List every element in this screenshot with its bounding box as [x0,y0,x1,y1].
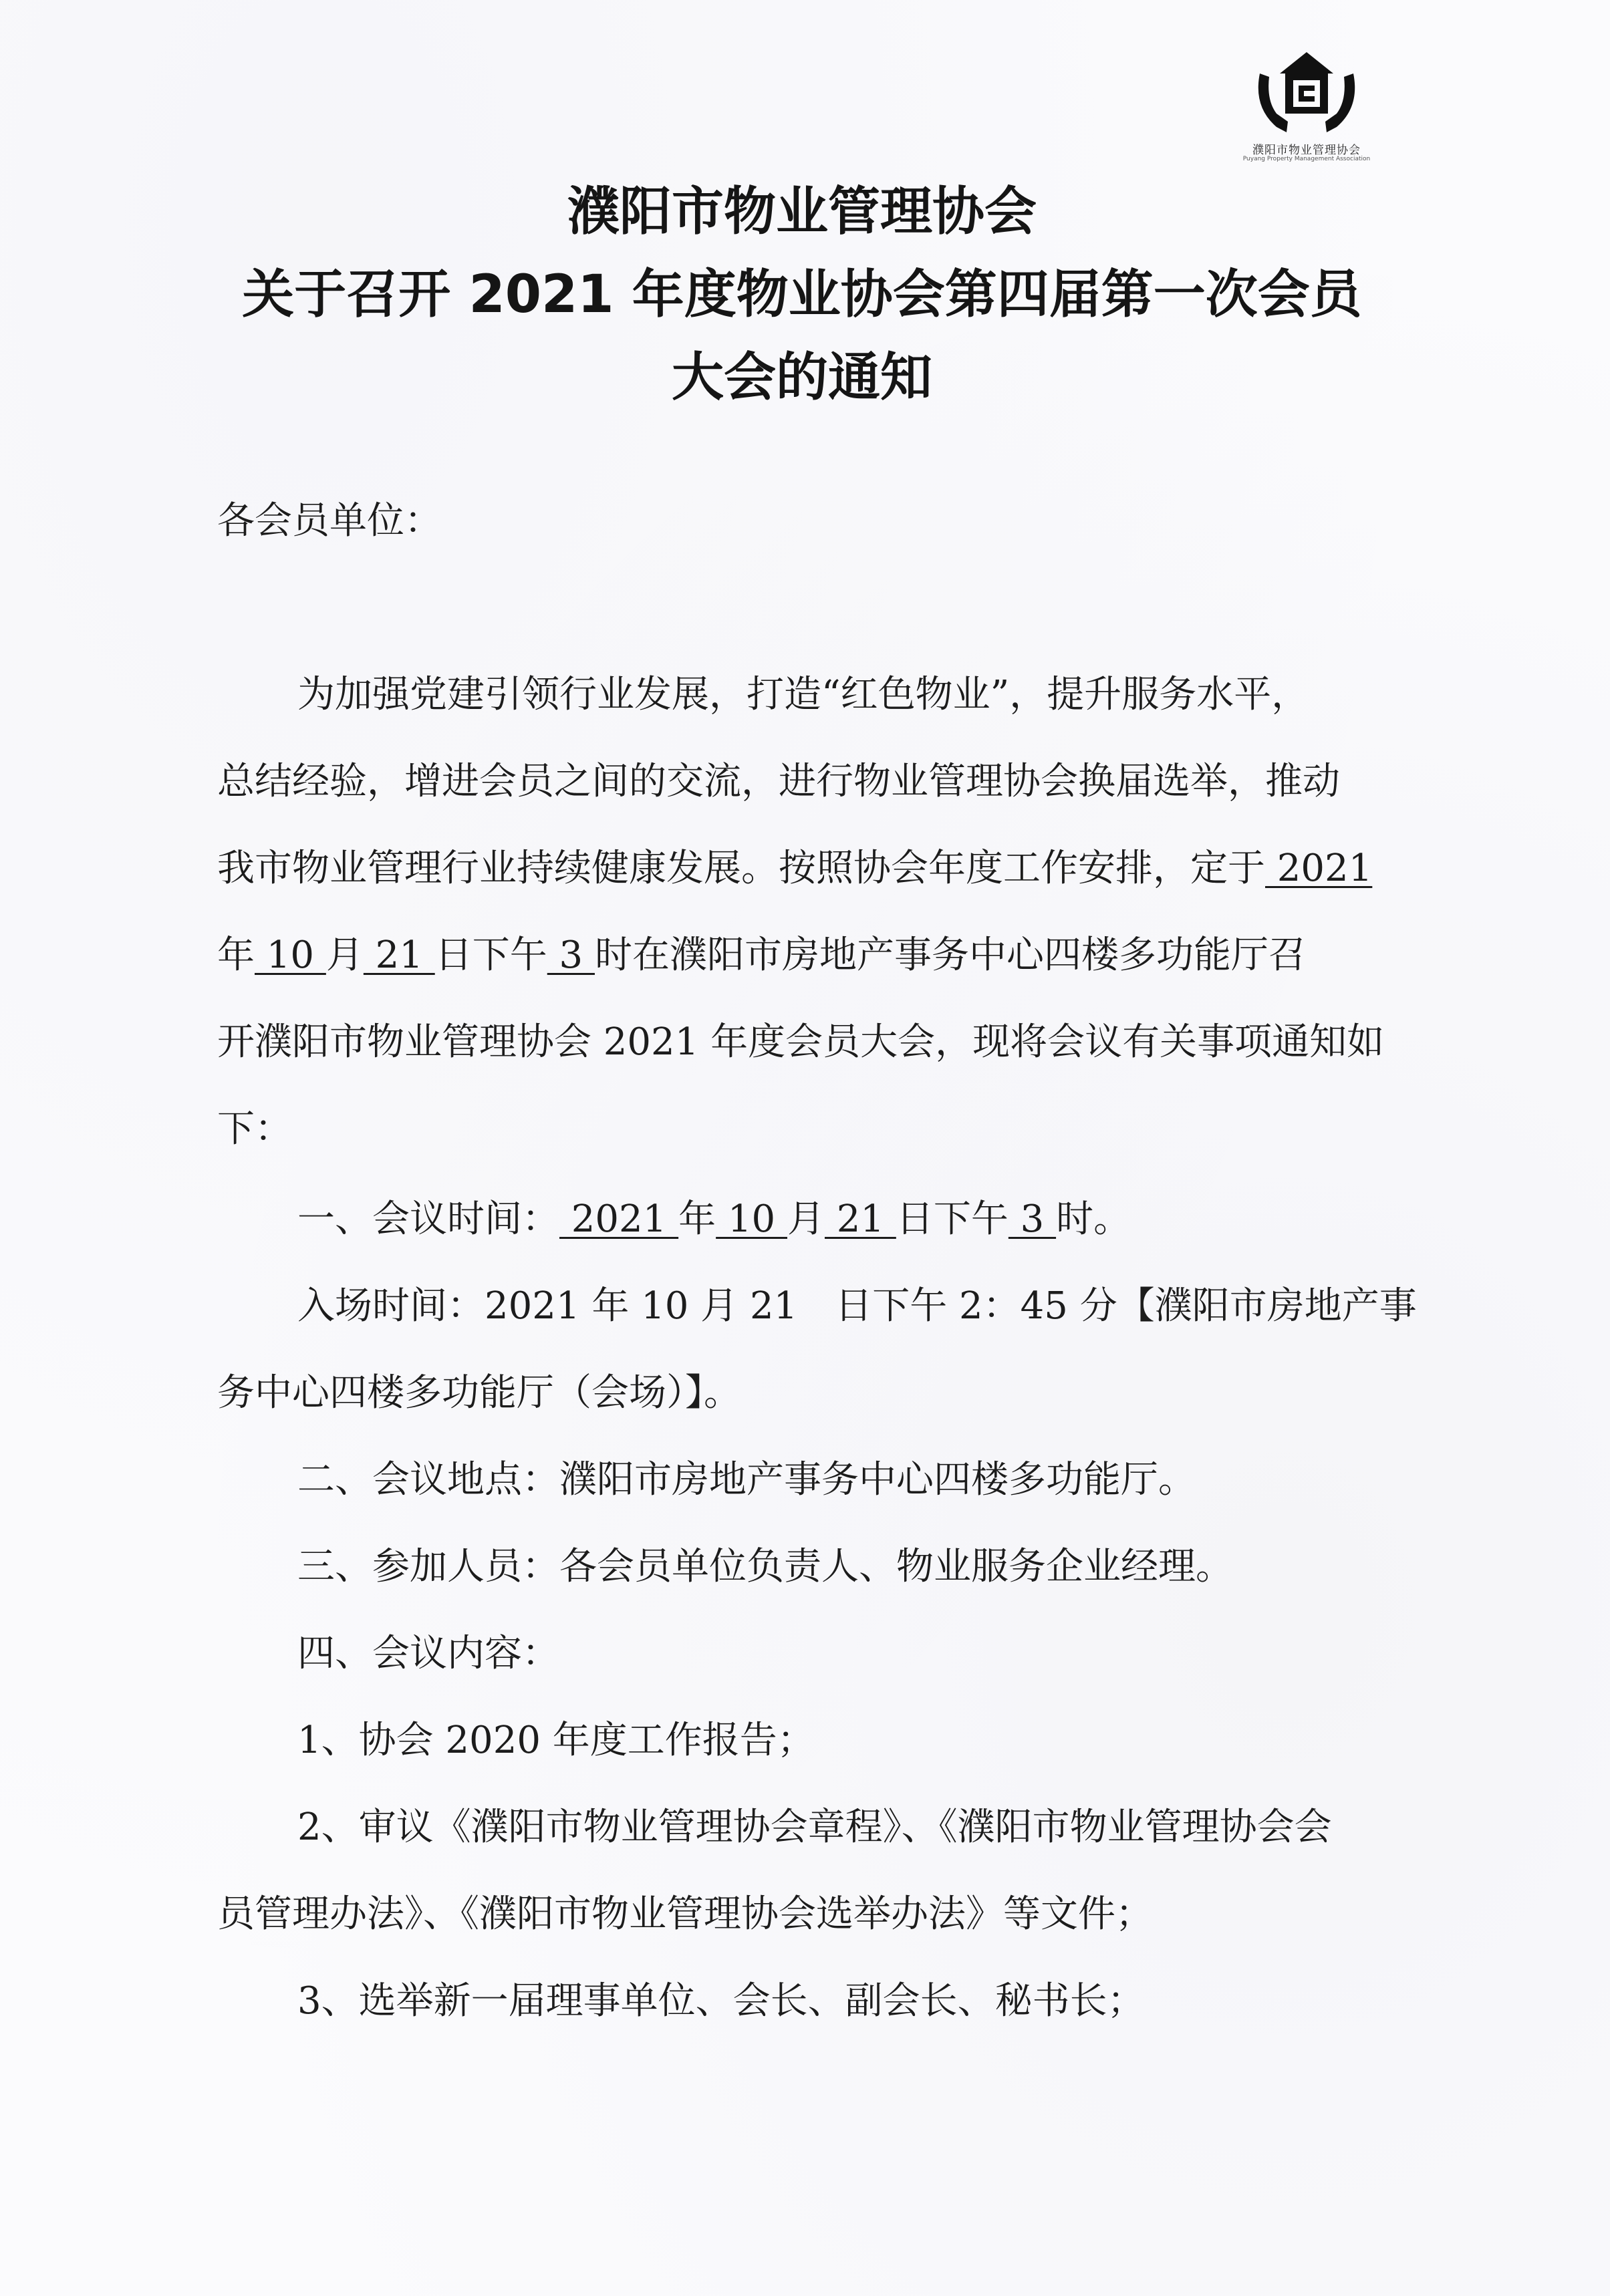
entry-time-line2: 务中心四楼多功能厅（会场）】。 [217,1371,741,1415]
content-item-2-line2: 员管理办法》、《濮阳市物业管理协会选举办法》等文件； [217,1892,1153,1936]
item1-label: 一、会议时间： [297,1197,559,1241]
day-unit: 日下午 [434,934,547,977]
meeting-day-blank: 21 [363,934,435,977]
year-unit: 年 [217,934,255,977]
item-meeting-time [297,1196,1131,1243]
item1-year-unit: 年 [678,1197,716,1241]
content-item-3: 3、选举新一届理事单位、会长、副会长、秘书长； [297,1979,1145,2023]
item1-year-blank: 2021 [559,1197,679,1241]
item1-hour-blank: 3 [1008,1197,1057,1241]
house-hands-icon [1246,47,1367,147]
salutation: 各会员单位： [217,499,442,543]
meeting-year-blank: 2021 [1265,847,1373,890]
para1-line2: 总结经验，增进会员之间的交流，进行物业管理协会换届选举，推动 [217,760,1340,803]
para1-line1: 为加强党建引领行业发展，打造“红色物业”，提升服务水平， [297,673,1309,716]
association-logo [1230,47,1383,174]
title-line-2: 关于召开 2021 年度物业协会第四届第一次会员 [242,265,1362,325]
meeting-hour-blank: 3 [547,934,595,977]
content-item-1: 1、协会 2020 年度工作报告； [297,1719,815,1762]
para1-line3-text: 我市物业管理行业持续健康发展。按照协会年度工作安排，定于 [217,847,1265,890]
item-meeting-location: 二、会议地点：濮阳市房地产事务中心四楼多功能厅。 [297,1458,1196,1501]
para1-line4 [217,932,1306,979]
item-meeting-content: 四、会议内容： [297,1632,559,1675]
item1-day-blank: 21 [824,1197,896,1241]
item1-month-blank: 10 [716,1197,787,1241]
title-line-3: 大会的通知 [671,347,932,408]
item-attendees: 三、参加人员：各会员单位负责人、物业服务企业经理。 [297,1545,1233,1588]
meeting-month-blank: 10 [255,934,326,977]
month-unit: 月 [325,934,364,977]
para1-line3 [217,845,1372,892]
document-title [134,170,1470,419]
entry-time-line1: 入场时间：2021 年 10 月 21 日下午 2：45 分【濮阳市房地产事 [297,1284,1417,1328]
logo-name-en: Puyang Property Management Association [1242,156,1371,162]
content-item-2-line1: 2、审议《濮阳市物业管理协会章程》、《濮阳市物业管理协会会 [297,1806,1332,1849]
para1-line6: 下： [217,1107,292,1151]
para1-line5: 开濮阳市物业管理协会 2021 年度会员大会，现将会议有关事项通知如 [217,1020,1385,1064]
item1-day-unit: 日下午 [896,1197,1009,1241]
title-line-1: 濮阳市物业管理协会 [567,182,1037,242]
para1-line4-rest: 时在濮阳市房地产事务中心四楼多功能厅召 [594,934,1306,977]
item1-month-unit: 月 [787,1197,825,1241]
item1-hour-unit: 时。 [1056,1197,1131,1241]
logo-name-cn: 濮阳市物业管理协会 [1252,144,1361,157]
